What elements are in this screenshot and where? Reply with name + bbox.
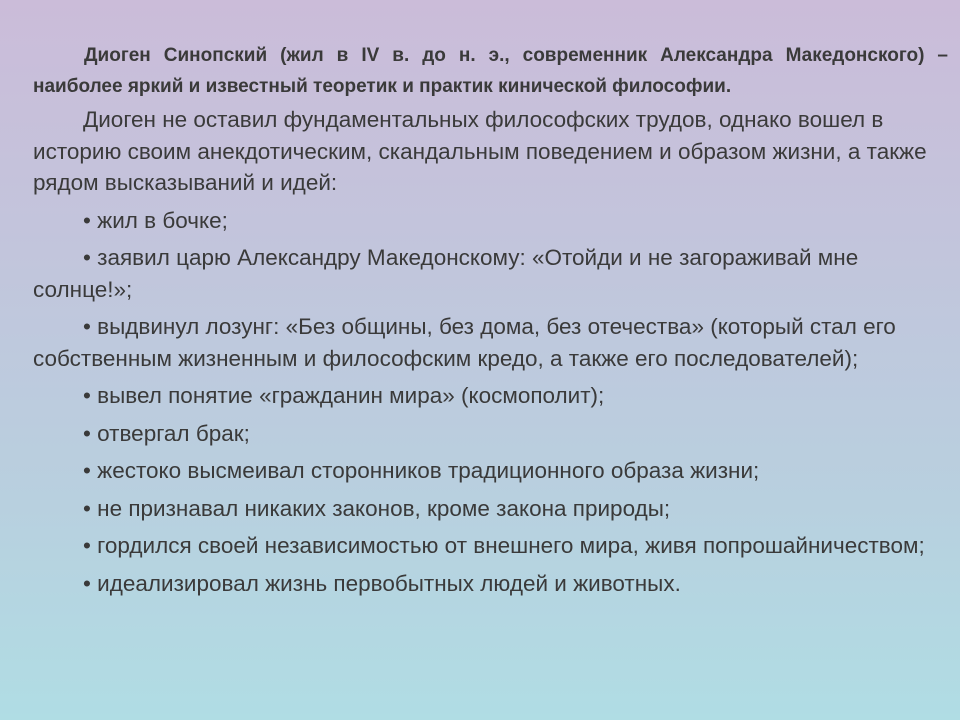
bullet-text: вывел понятие «гражданин мира» (космополит); — [97, 383, 605, 408]
bullet-item — [33, 380, 948, 412]
bullet-mark: • — [83, 495, 91, 521]
intro-bold-paragraph: Диоген Синопский (жил в IV в. до н. э., современник Александра Македонского) – наиболее яркий и известный теоретик и практик кинической философии. — [33, 45, 948, 97]
bullet-mark: • — [83, 570, 91, 596]
bullet-text: жил в бочке; — [97, 207, 228, 233]
bullet-text: выдвинул лозунг: «Без общины, без дома, без отечества» (который стал его собственным жизненным и философским кредо, а также его последователей); — [33, 314, 896, 371]
bullet-item — [33, 455, 948, 487]
bullet-item — [33, 530, 948, 562]
bullet-text: гордился своей независимостью от внешнего мира, живя попрошайничеством; — [97, 533, 925, 558]
bullet-text: отвергал брак; — [97, 420, 250, 446]
bullet-mark: • — [83, 420, 91, 446]
bullet-mark: • — [83, 245, 91, 270]
bullet-text: жестоко высмеивал сторонников традиционного образа жизни; — [97, 458, 760, 483]
bullet-mark: • — [83, 207, 91, 233]
bullet-mark: • — [83, 314, 91, 339]
bullet-item — [33, 311, 948, 374]
bullet-text: не признавал никаких законов, кроме закона природы; — [97, 495, 671, 521]
bullet-item — [33, 242, 948, 305]
bullet-item — [33, 205, 948, 237]
intro-paragraph: Диоген не оставил фундаментальных философских трудов, однако вошел в историю своим анекдотическим, скандальным поведением и образом жизни, а также рядом высказываний и идей: — [33, 107, 927, 195]
bullet-text: заявил царю Александру Македонскому: «Отойди и не загораживай мне солнце!»; — [33, 245, 859, 302]
bullet-item — [33, 418, 948, 450]
bullet-mark: • — [83, 458, 91, 483]
slide-content — [33, 40, 948, 599]
bullet-mark: • — [83, 383, 91, 408]
bullet-item — [33, 568, 948, 600]
bullet-mark: • — [83, 533, 91, 558]
bullet-item — [33, 493, 948, 525]
bullet-text: идеализировал жизнь первобытных людей и животных. — [97, 570, 681, 596]
